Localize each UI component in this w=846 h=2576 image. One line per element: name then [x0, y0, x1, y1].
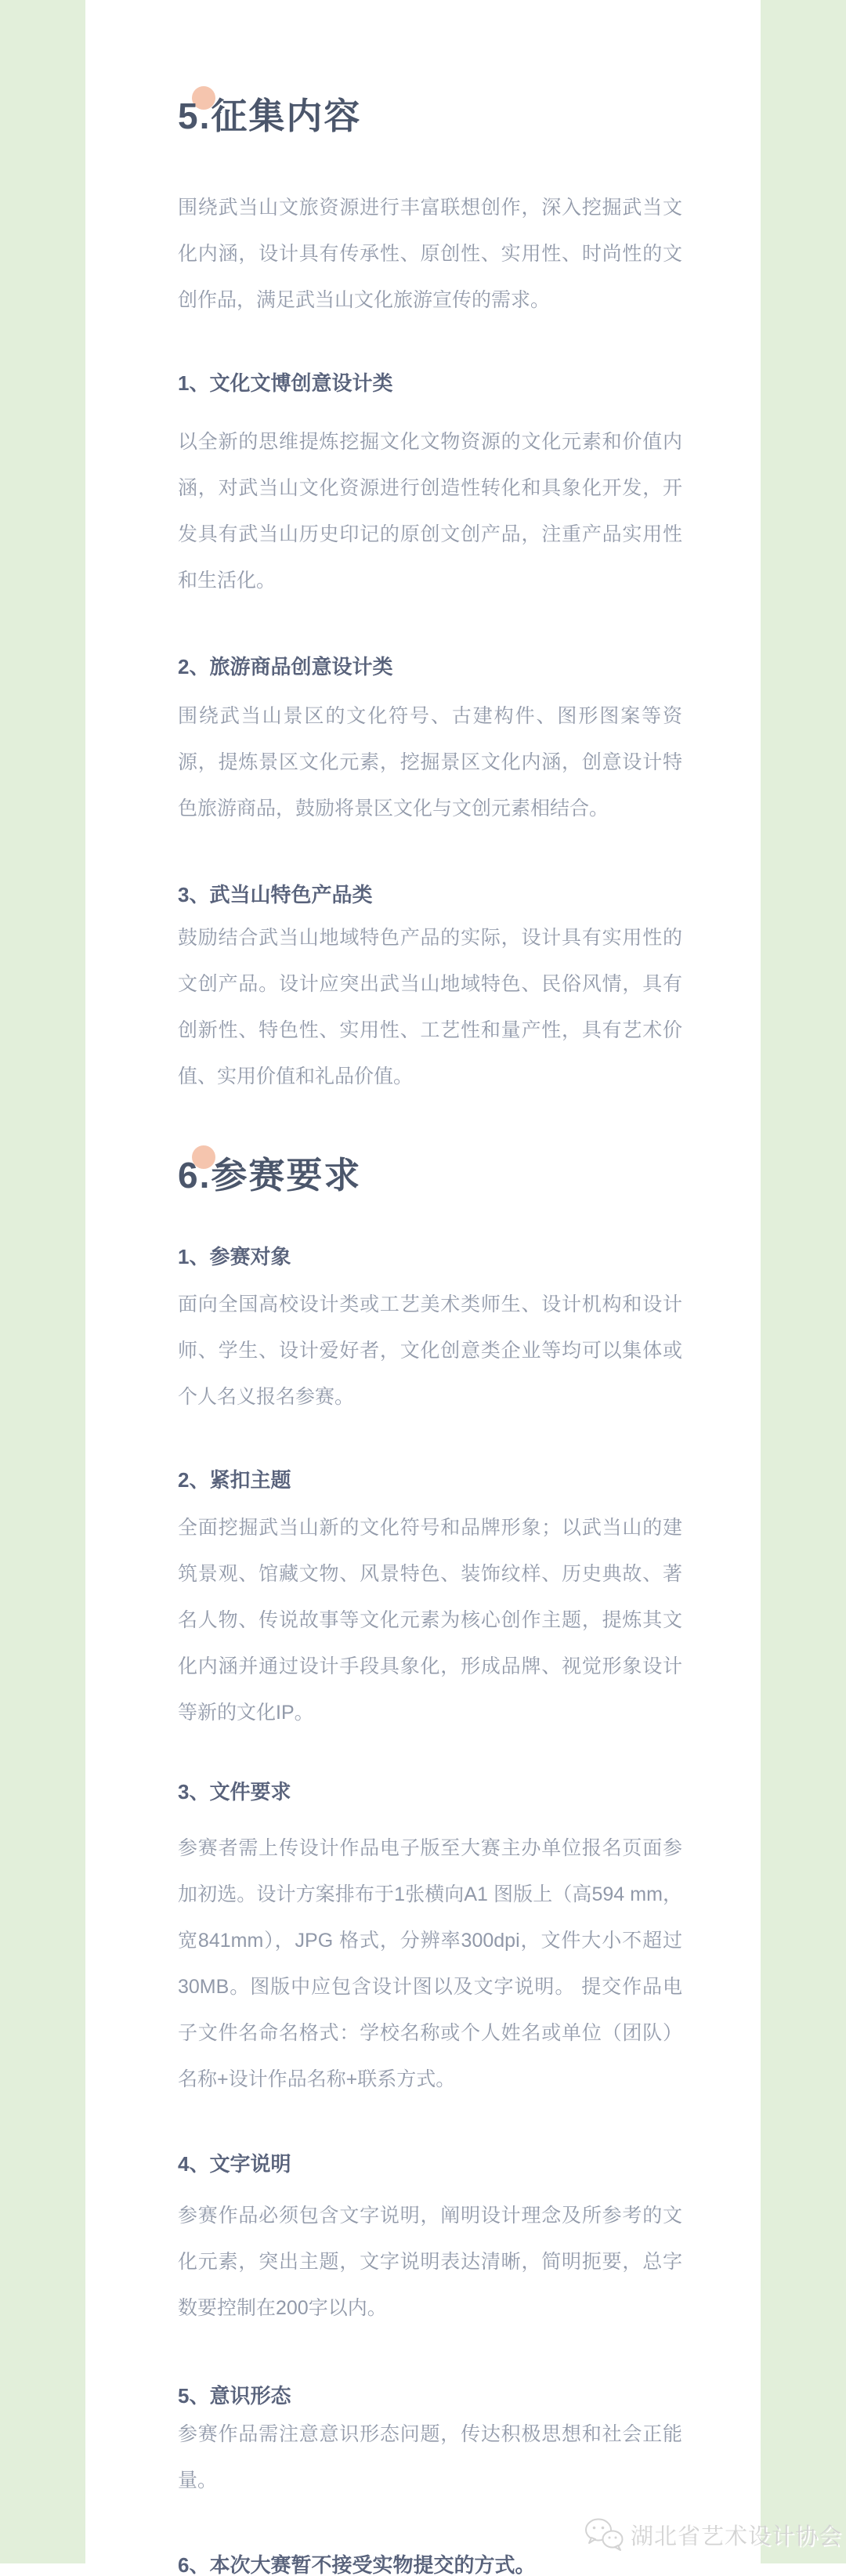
chapter-heading-6 — [178, 1152, 682, 1199]
paragraph: 参赛作品必须包含文字说明，阐明设计理念及所参考的文化元素，突出主题，文字说明表达清晰，简明扼要，总字数要控制在200字以内。 — [178, 2205, 682, 2319]
sub-heading: 3、武当山特色产品类 — [178, 883, 373, 906]
chapter-number: 5. — [178, 96, 212, 136]
paragraph: 全面挖掘武当山新的文化符号和品牌形象；以武当山的建筑景观、馆藏文物、风景特色、装饰纹样、历史典故、著名人物、传说故事等文化元素为核心创作主题，提炼其文化内涵并通过设计手段具象化，形成品牌、视觉形象设计等新的文化IP。 — [178, 1517, 682, 1724]
chapter-intro-paragraph: 围绕武当山文旅资源进行丰富联想创作，深入挖掘武当文化内涵，设计具有传承性、原创性、实用性、时尚性的文创作品，满足武当山文化旅游宣传的需求。 — [178, 197, 682, 311]
sub-heading: 6、本次大赛暂不接受实物提交的方式。 — [178, 2553, 536, 2576]
sub-heading: 2、紧扣主题 — [178, 1468, 291, 1492]
sub-heading: 1、文化文博创意设计类 — [178, 371, 393, 395]
paragraph: 参赛者需上传设计作品电子版至大赛主办单位报名页面参加初选。设计方案排布于1张横向A1 图版上（高594 mm，宽841mm），JPG 格式，分辨率300dpi，文件大小不超过30MB。图版中应包含设计图以及文字说明。 提交作品电子文件名命名格式：学校名称或个人姓名或单位（团队）名称+设计作品名称+联系方式。 — [178, 1837, 682, 2090]
paragraph: 以全新的思维提炼挖掘文化文物资源的文化元素和价值内涵，对武当山文化资源进行创造性转化和具象化开发，开发具有武当山历史印记的原创文创产品，注重产品实用性和生活化。 — [178, 431, 682, 592]
paragraph: 围绕武当山景区的文化符号、古建构件、图形图案等资源，提炼景区文化元素，挖掘景区文化内涵，创意设计特色旅游商品，鼓励将景区文化与文创元素相结合。 — [178, 705, 682, 819]
paragraph: 鼓励结合武当山地域特色产品的实际，设计具有实用性的文创产品。设计应突出武当山地域特色、民俗风情，具有创新性、特色性、实用性、工艺性和量产性，具有艺术价值、实用价值和礼品价值。 — [178, 927, 682, 1087]
chapter-title: 参赛要求 — [211, 1155, 362, 1196]
sub-heading: 4、文字说明 — [178, 2152, 291, 2176]
chapter-title: 征集内容 — [211, 96, 362, 136]
paragraph: 参赛作品需注意意识形态问题，传达积极思想和社会正能量。 — [178, 2423, 682, 2491]
sub-heading: 1、参赛对象 — [178, 1245, 291, 1268]
article-content — [178, 0, 682, 2576]
watermark-text: 湖北省艺术设计协会 — [631, 2524, 843, 2549]
sub-heading: 3、文件要求 — [178, 1780, 291, 1804]
chapter-heading-5 — [178, 92, 682, 139]
sub-heading: 2、旅游商品创意设计类 — [178, 655, 393, 678]
right-margin-strip — [761, 0, 846, 2563]
sub-heading: 5、意识形态 — [178, 2384, 291, 2408]
paragraph: 面向全国高校设计类或工艺美术类师生、设计机构和设计师、学生、设计爱好者，文化创意类企业等均可以集体或个人名义报名参赛。 — [178, 1293, 682, 1408]
chapter-number: 6. — [178, 1155, 212, 1196]
wechat-watermark — [584, 2516, 842, 2552]
left-margin-strip — [0, 0, 85, 2563]
wechat-icon — [584, 2516, 624, 2552]
